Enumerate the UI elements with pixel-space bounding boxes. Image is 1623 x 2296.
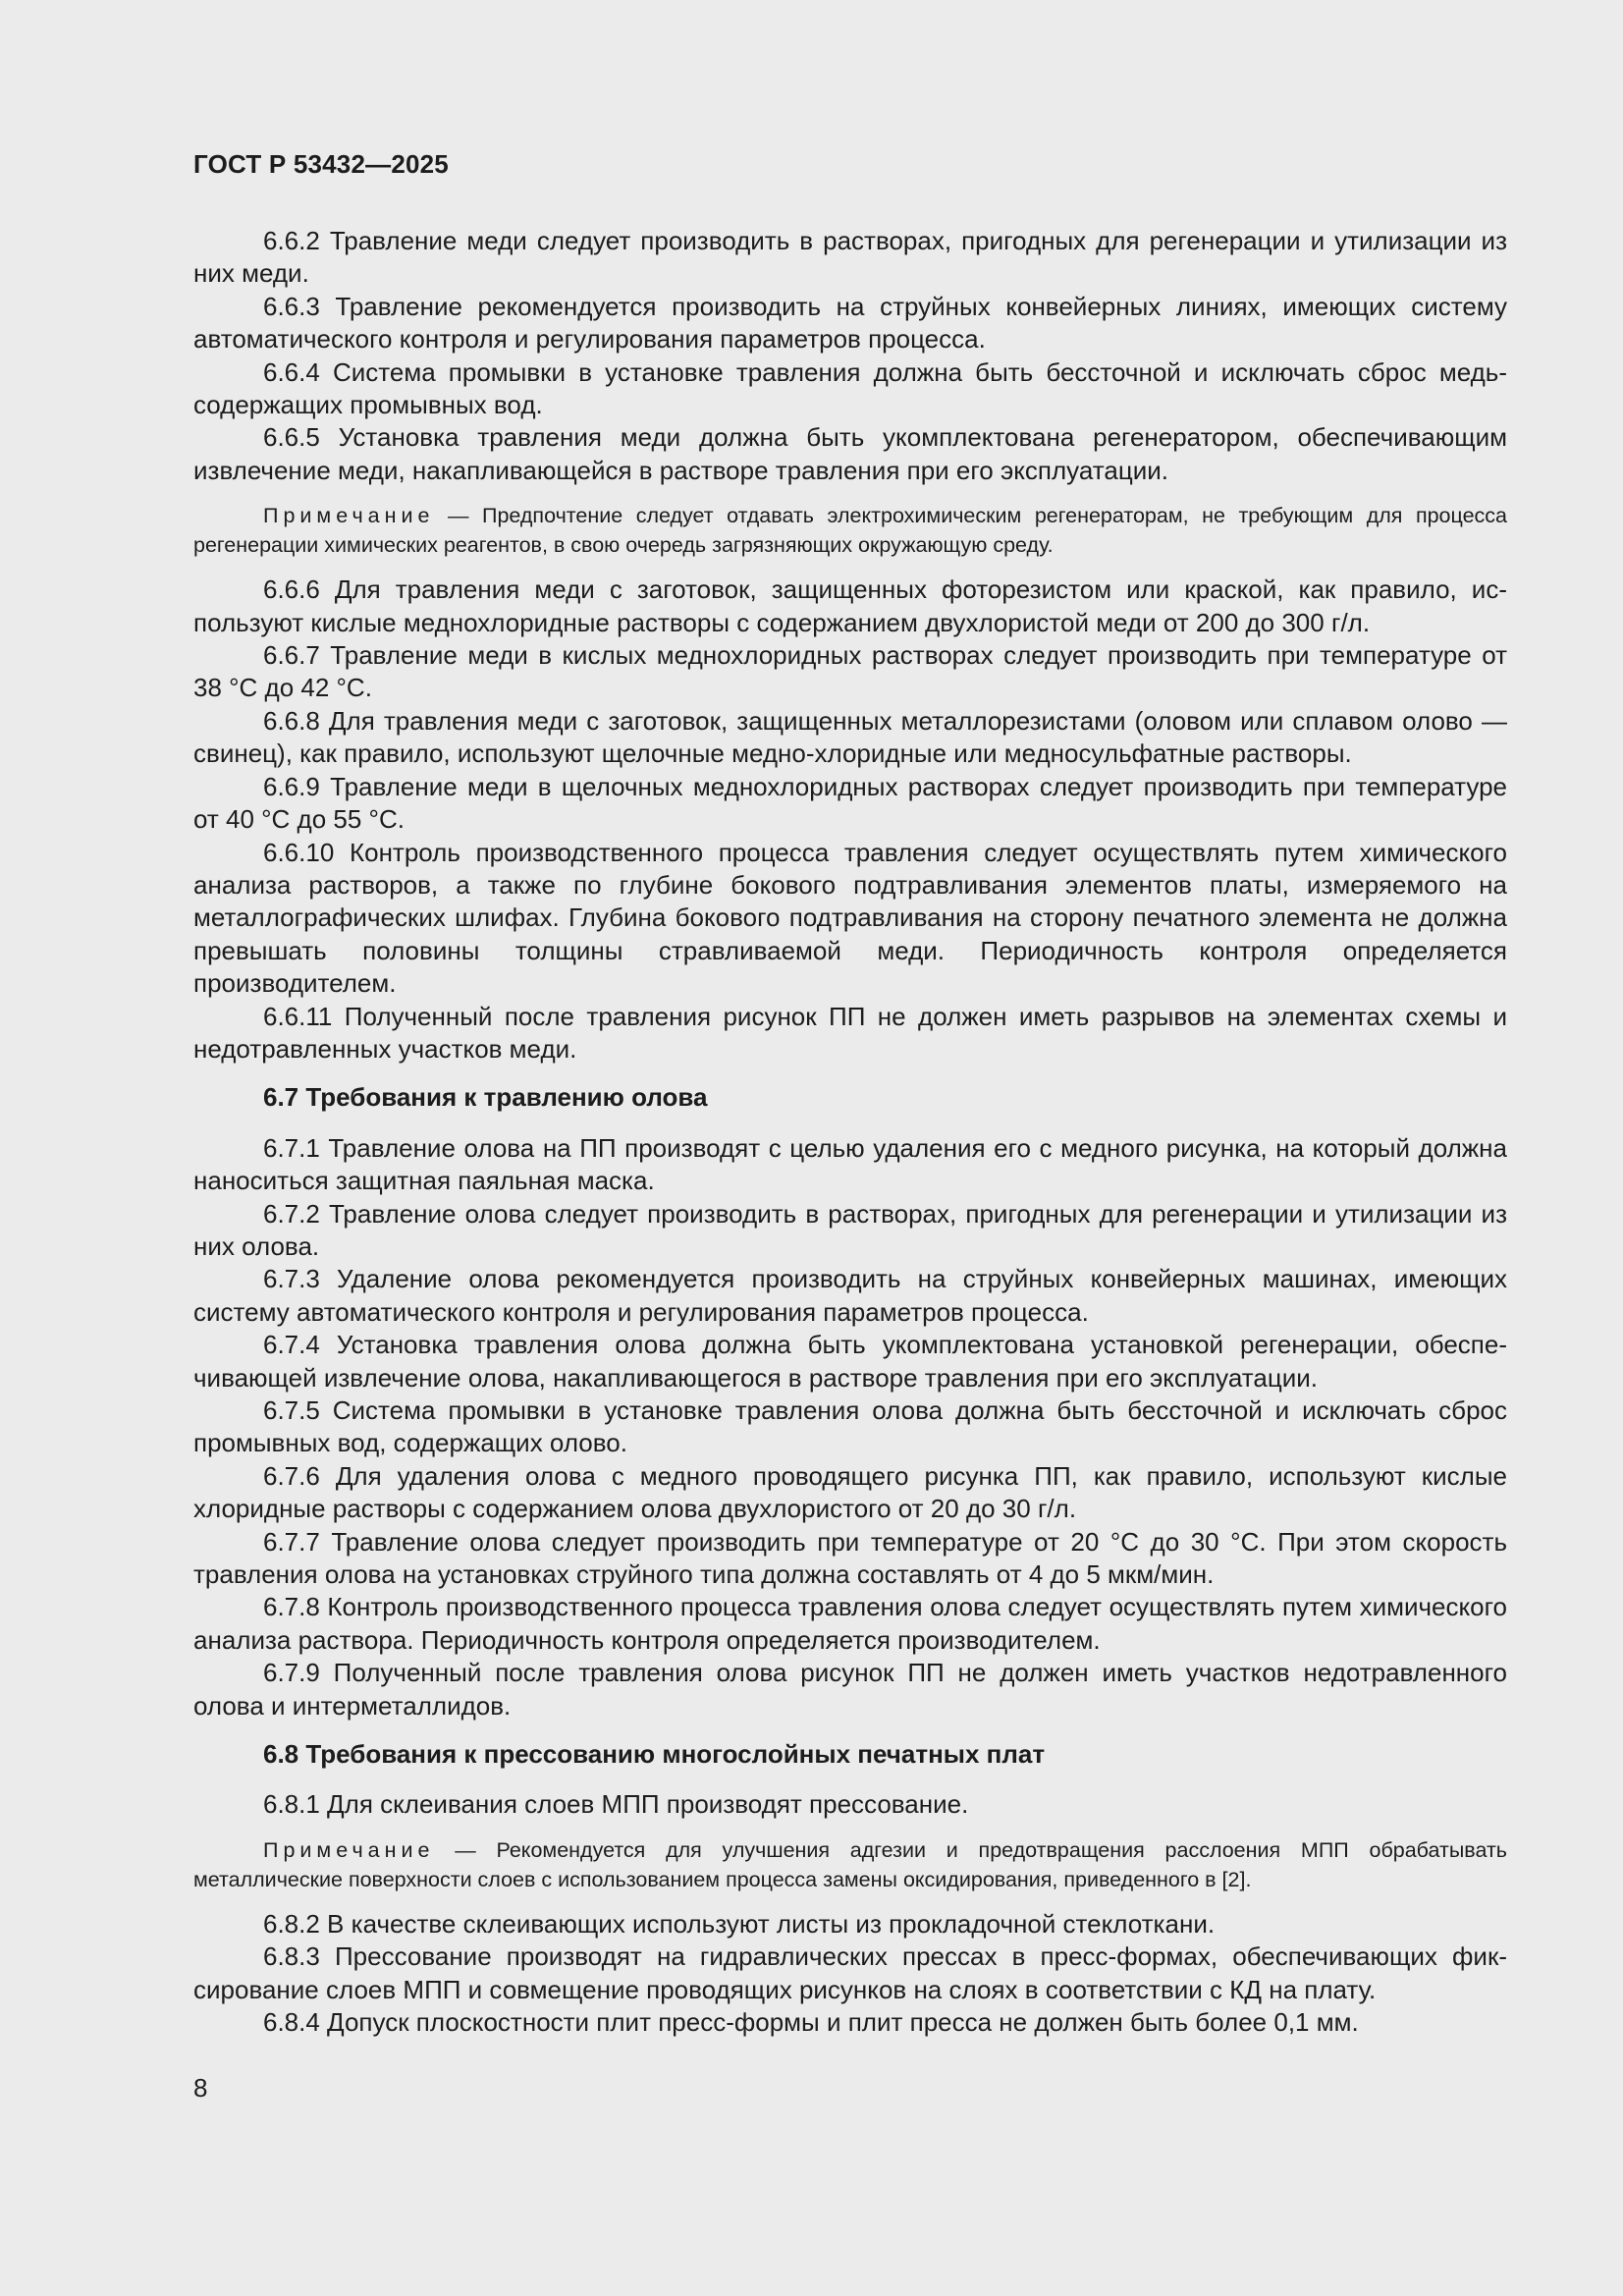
paragraph-6-7-6: 6.7.6 Для удаления олова с медного проводящего рисунка ПП, как правило, используют кислые хлоридные растворы с содержанием олова двухлористого от 20 до 30 г/л. xyxy=(193,1460,1507,1524)
paragraph-6-6-2: 6.6.2 Травление меди следует производить в растворах, пригодных для регенерации и утилизации из них меди. xyxy=(193,226,1507,289)
paragraph-6-7-8: 6.7.8 Контроль производственного процесса травления олова следует осуществлять путем химического анализа раствора. Периодичность контроля определяется производителем. xyxy=(193,1592,1507,1655)
section-heading-6-8: 6.8 Требования к прессованию многослойных печатных плат xyxy=(263,1739,1046,1770)
note-1-label: Примечание xyxy=(263,504,435,528)
paragraph-6-8-4: 6.8.4 Допуск плоскостности плит пресс-формы и плит пресса не должен быть более 0,1 мм. xyxy=(263,2007,1359,2038)
paragraph-6-6-5: 6.6.5 Установка травления меди должна быть укомплектована регенератором, обеспечивающим извлечение меди, накапливающейся в растворе травления при его эксплуатации. xyxy=(193,422,1507,485)
paragraph-6-6-8: 6.6.8 Для травления меди с заготовок, защищенных металлорезистами (оловом или сплавом олово — свинец), как правило, используют щелочные медно-хлоридные или медносульфатные растворы. xyxy=(193,705,1507,769)
note-2-label: Примечание xyxy=(263,1837,435,1862)
document-body xyxy=(193,225,1507,2040)
paragraph-6-6-6: 6.6.6 Для травления меди с заготовок, защищенных фоторезистом или краской, как правило, используют кислые меднохлоридные растворы с содержанием двухлористой меди от 200 до 300 г/л. xyxy=(193,574,1507,637)
paragraph-6-7-3: 6.7.3 Удаление олова рекомендуется производить на струйных конвейерных машинах, имеющих систему автоматического контроля и регулирования параметров процесса. xyxy=(193,1264,1507,1327)
note-2 xyxy=(193,1835,1507,1894)
paragraph-6-6-11: 6.6.11 Полученный после травления рисунок ПП не должен иметь разрывов на элементах схемы и недотравленных участков меди. xyxy=(193,1001,1507,1064)
section-heading-6-7: 6.7 Требования к травлению олова xyxy=(263,1082,708,1113)
paragraph-6-6-4: 6.6.4 Система промывки в установке травления должна быть бессточной и исключать сброс медьсодержащих промывных вод. xyxy=(193,356,1507,420)
note-1-text: — Предпочтение следует отдавать электрохимическим регенераторам, не требующим для процесса регенерации химических реагентов, в свою очередь загрязняющих окружающую среду. xyxy=(193,504,1507,558)
paragraph-6-8-3: 6.8.3 Прессование производят на гидравлических прессах в пресс-формах, обеспечивающих фиксирование слоев МПП и совмещение проводящих рисунков на слоях в соответствии с КД на плату. xyxy=(193,1941,1507,2004)
paragraph-6-7-2: 6.7.2 Травление олова следует производить в растворах, пригодных для регенерации и утилизации из них олова. xyxy=(193,1198,1507,1261)
paragraph-6-6-3: 6.6.3 Травление рекомендуется производить на струйных конвейерных линиях, имеющих систему автоматического контроля и регулирования параметров процесса. xyxy=(193,291,1507,355)
paragraph-6-7-9: 6.7.9 Полученный после травления олова рисунок ПП не должен иметь участков недотравленного олова и интерметаллидов. xyxy=(193,1658,1507,1721)
document-header: ГОСТ Р 53432—2025 xyxy=(193,149,449,179)
paragraph-6-6-9: 6.6.9 Травление меди в щелочных меднохлоридных растворах следует производить при температуре от 40 °С до 55 °С. xyxy=(193,771,1507,835)
note-2-text: — Рекомендуется для улучшения адгезии и предотвращения расслоения МПП обрабатывать металлические поверхности слоев с использованием процесса замены оксидирования, приведенного в [2]. xyxy=(193,1837,1507,1891)
paragraph-6-7-5: 6.7.5 Система промывки в установке травления олова должна быть бессточной и исключать сброс промывных вод, содержащих олово. xyxy=(193,1395,1507,1458)
page-number: 8 xyxy=(193,2073,208,2103)
paragraph-6-7-1: 6.7.1 Травление олова на ПП производят с целью удаления его с медного рисунка, на который должна наноситься защитная паяльная маска. xyxy=(193,1132,1507,1196)
paragraph-6-6-10: 6.6.10 Контроль производственного процесса травления следует осуществлять путем химического анализа растворов, а также по глубине бокового подтравливания элементов платы, измеряемого на металлографических шлифах. Глубина бокового подтравливания на сторону печатного элемента не должна превышать половины толщины стравливаемой меди. Периодичность контроля определяется производителем. xyxy=(193,837,1507,999)
paragraph-6-7-7: 6.7.7 Травление олова следует производить при температуре от 20 °С до 30 °С. При этом скорость травления олова на установках струйного типа должна составлять от 4 до 5 мкм/мин. xyxy=(193,1526,1507,1590)
note-1 xyxy=(193,501,1507,560)
paragraph-6-8-2: 6.8.2 В качестве склеивающих используют листы из прокладочной стеклоткани. xyxy=(263,1908,1216,1939)
paragraph-6-6-7: 6.6.7 Травление меди в кислых меднохлоридных растворах следует производить при температуре от 38 °С до 42 °С. xyxy=(193,640,1507,703)
paragraph-6-8-1: 6.8.1 Для склеивания слоев МПП производят прессование. xyxy=(263,1789,969,1820)
paragraph-6-7-4: 6.7.4 Установка травления олова должна быть укомплектована установкой регенерации, обеспечивающей извлечение олова, накапливающегося в растворе травления при его эксплуатации. xyxy=(193,1330,1507,1393)
